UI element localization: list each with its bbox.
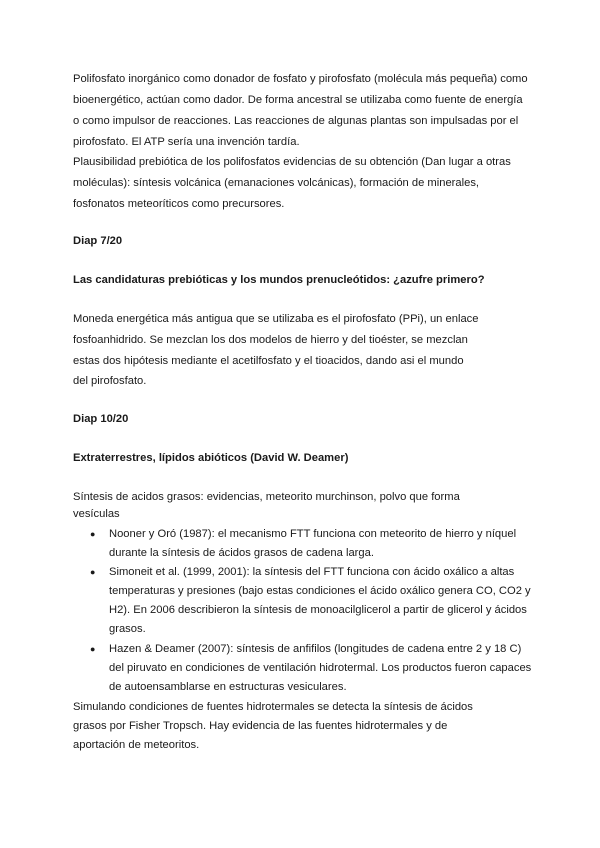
section-line: Moneda energética más antigua que se utilizaba es el pirofosfato (PPi), un enlace <box>73 313 479 325</box>
bullet-marker: ● <box>90 529 96 539</box>
intro-line: fosfonatos meteoríticos como precursores. <box>73 198 285 210</box>
intro-line: o como impulsor de reacciones. Las reacciones de algunas plantas son impulsadas por el <box>73 115 519 127</box>
bullet-line: temperaturas y presiones (bajo estas condiciones el ácido oxálico genera CO, CO2 y <box>109 585 531 597</box>
bullet-marker: ● <box>90 567 96 577</box>
bullet-line: durante la síntesis de ácidos grasos de cadena larga. <box>109 547 374 559</box>
section-title: Las candidaturas prebióticas y los mundos prenucleótidos: ¿azufre primero? <box>73 274 485 286</box>
closing-line: grasos por Fisher Tropsch. Hay evidencia de las fuentes hidrotermales y de <box>73 720 448 732</box>
intro-line: bioenergético, actúan como dador. De forma ancestral se utilizaba como fuente de energía <box>73 94 523 106</box>
section-line: estas dos hipótesis mediante el acetilfosfato y el tioacidos, dando asi el mundo <box>73 355 464 367</box>
intro-line: Plausibilidad prebiótica de los polifosfatos evidencias de su obtención (Dan lugar a otras <box>73 156 511 168</box>
bullet-marker: ● <box>90 644 96 654</box>
closing-line: Simulando condiciones de fuentes hidrotermales se detecta la síntesis de ácidos <box>73 701 473 713</box>
bullet-line: de autoensamblarse en estructuras vesiculares. <box>109 681 347 693</box>
bullet-line: H2). En 2006 describieron la síntesis de monoacilglicerol a partir de glicerol y ácidos <box>109 604 527 616</box>
section-line: vesículas <box>73 508 120 520</box>
intro-line: Polifosfato inorgánico como donador de fosfato y pirofosfato (molécula más pequeña) como <box>73 73 528 85</box>
section-line: del pirofosfato. <box>73 375 147 387</box>
section-title: Extraterrestres, lípidos abióticos (David W. Deamer) <box>73 452 349 464</box>
intro-line: moléculas): síntesis volcánica (emanaciones volcánicas), formación de minerales, <box>73 177 480 189</box>
section-line: fosfoanhidrido. Se mezclan los dos modelos de hierro y del tioéster, se mezclan <box>73 334 468 346</box>
section-heading: Diap 10/20 <box>73 413 129 425</box>
bullet-line: Hazen & Deamer (2007): síntesis de anfifilos (longitudes de cadena entre 2 y 18 C) <box>109 643 522 655</box>
intro-line: pirofosfato. El ATP sería una invención tardía. <box>73 136 300 148</box>
section-line: Síntesis de acidos grasos: evidencias, meteorito murchinson, polvo que forma <box>73 491 460 503</box>
section-heading: Diap 7/20 <box>73 235 123 247</box>
bullet-line: Nooner y Oró (1987): el mecanismo FTT funciona con meteorito de hierro y níquel <box>109 528 517 540</box>
bullet-line: del piruvato en condiciones de ventilación hidrotermal. Los productos fueron capaces <box>109 662 532 674</box>
closing-line: aportación de meteoritos. <box>73 739 200 751</box>
bullet-line: Simoneit et al. (1999, 2001): la síntesis del FTT funciona con ácido oxálico a altas <box>109 566 515 578</box>
bullet-line: grasos. <box>109 623 146 635</box>
